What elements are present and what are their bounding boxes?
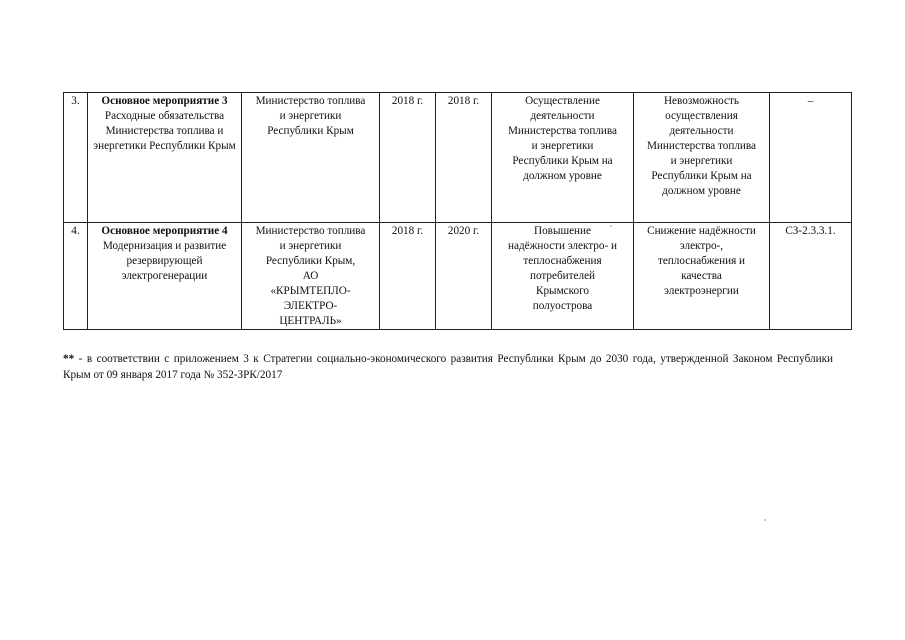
table-body <box>64 93 852 330</box>
end-year: 2018 г. <box>436 93 492 223</box>
cell-line: и энергетики <box>279 110 342 122</box>
cell-line: «КРЫМТЕПЛО- <box>270 285 351 297</box>
expected-result-cell <box>492 223 634 330</box>
cell-line: Крымского <box>536 285 589 297</box>
strategy-link: – <box>770 93 852 223</box>
activity-description: Расходные обязательства Министерства топлива и энергетики Республики Крым <box>93 110 236 152</box>
cell-line: Осуществление <box>525 95 600 107</box>
cell-line: ЦЕНТРАЛЬ» <box>279 315 342 327</box>
strategy-link: СЗ-2.3.3.1. <box>770 223 852 330</box>
cell-line: должном уровне <box>662 185 741 197</box>
cell-line: качества <box>681 270 722 282</box>
activities-table <box>63 92 852 330</box>
cell-line: полуострова <box>532 300 593 312</box>
footnote <box>63 351 833 383</box>
cell-line: теплоснабжения и <box>657 255 746 267</box>
cell-line: осуществления <box>665 110 738 122</box>
consequence-cell <box>634 223 770 330</box>
table-row <box>64 93 852 223</box>
cell-line: Республики Крым <box>267 125 354 137</box>
cell-line: и энергетики <box>531 140 594 152</box>
cell-line: деятельности <box>669 125 734 137</box>
table-row <box>64 223 852 330</box>
cell-line: и энергетики <box>670 155 733 167</box>
executor-cell <box>242 223 380 330</box>
cell-line: Республики Крым на <box>651 170 752 182</box>
cell-line: Министерства топлива <box>507 125 618 137</box>
expected-result-cell <box>492 93 634 223</box>
activity-cell <box>88 223 242 330</box>
cell-line: и энергетики <box>279 240 342 252</box>
cell-line: Республики Крым, <box>265 255 356 267</box>
executor-cell <box>242 93 380 223</box>
cell-line: потребителей <box>529 270 596 282</box>
activity-title: Основное мероприятие 4 <box>101 225 228 237</box>
cell-line: Министерство топлива <box>255 225 366 237</box>
scan-speck <box>610 225 612 227</box>
cell-line: АО <box>302 270 319 282</box>
end-year: 2020 г. <box>436 223 492 330</box>
cell-line: надёжности электро- и <box>508 240 617 252</box>
cell-line: Повышение <box>534 225 591 237</box>
footnote-text: - в соответствии с приложением 3 к Стратегии социально-экономического развития Республики Крым до 2030 года, утвержденной Законом Республики Крым от 09 января 2017 года № 352-ЗРК/2017 <box>63 353 833 381</box>
cell-line: должном уровне <box>523 170 602 182</box>
activity-title: Основное мероприятие 3 <box>101 95 228 107</box>
cell-line: Республики Крым на <box>512 155 613 167</box>
cell-line: Министерство топлива <box>255 95 366 107</box>
cell-line: Снижение надёжности <box>647 225 756 237</box>
footnote-marker: ** <box>63 353 75 365</box>
activity-description: Модернизация и развитие резервирующей электрогенерации <box>102 240 227 282</box>
start-year: 2018 г. <box>380 93 436 223</box>
scan-speck <box>764 519 766 521</box>
row-number: 3. <box>64 93 88 223</box>
cell-line: деятельности <box>530 110 595 122</box>
start-year: 2018 г. <box>380 223 436 330</box>
cell-line: электро-, <box>679 240 724 252</box>
cell-line: ЭЛЕКТРО- <box>283 300 338 312</box>
cell-line: электроэнергии <box>664 285 739 297</box>
cell-line: Министерства топлива <box>646 140 757 152</box>
consequence-cell <box>634 93 770 223</box>
cell-line: Невозможность <box>663 95 740 107</box>
cell-line: теплоснабжения <box>523 255 602 267</box>
activity-cell <box>88 93 242 223</box>
row-number: 4. <box>64 223 88 330</box>
